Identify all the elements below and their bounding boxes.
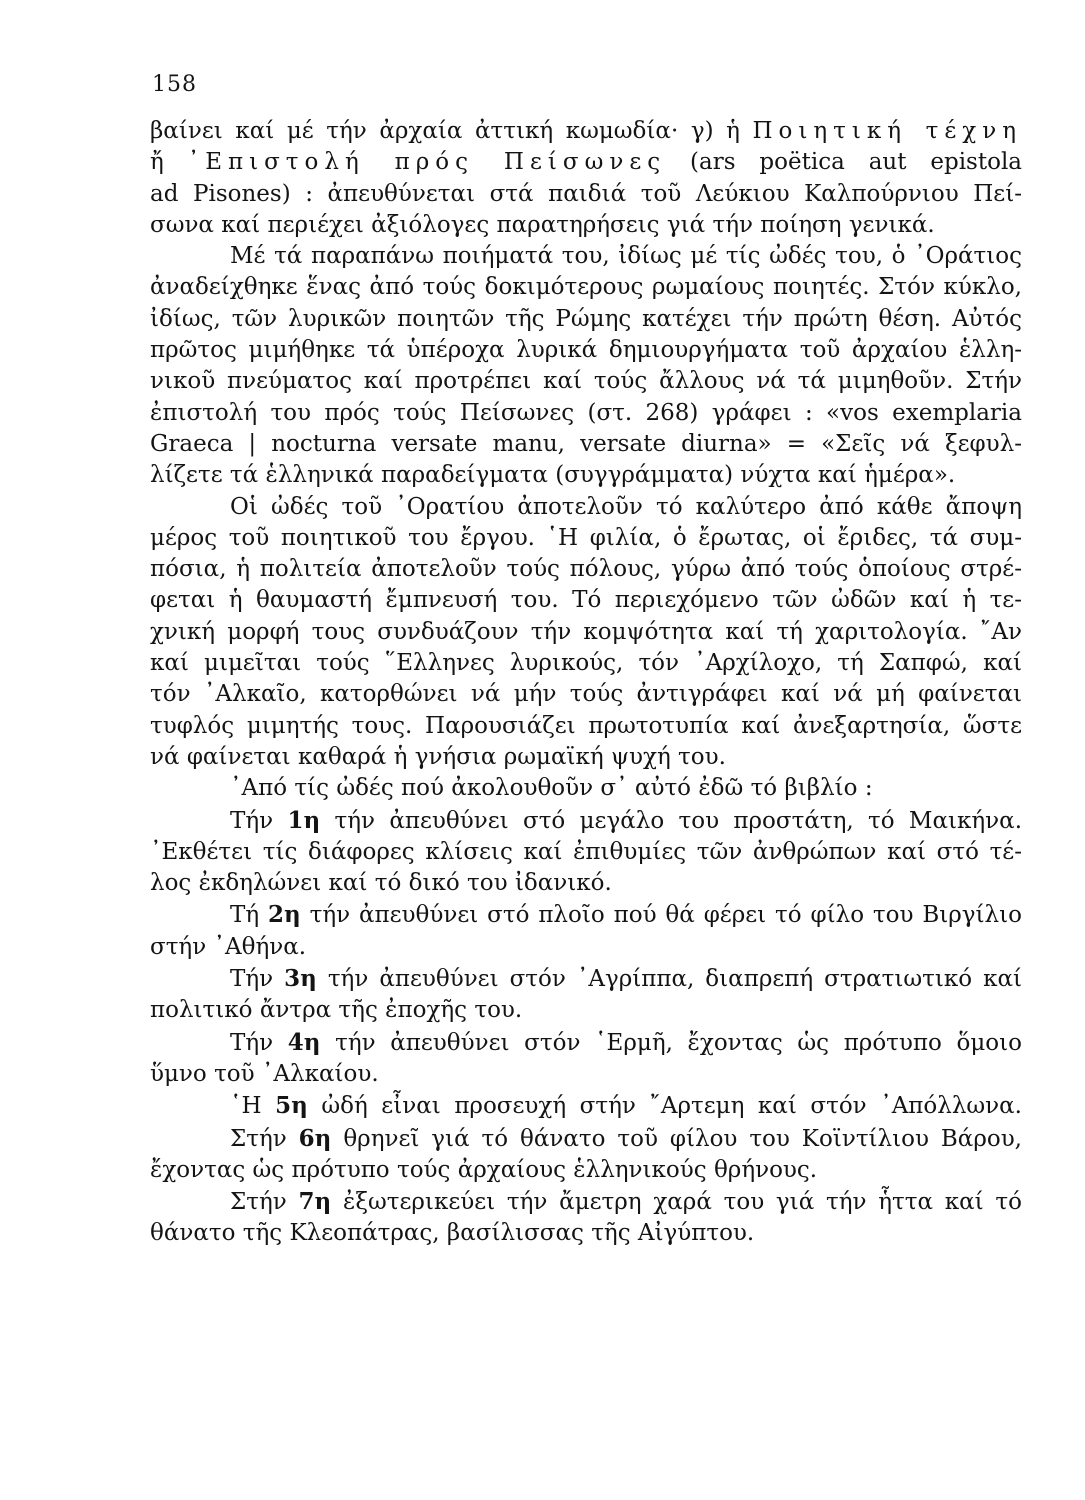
text-line: ᾿Εκθέτει τίς διάφορες κλίσεις καί ἐπιθυμίες τῶν ἀνθρώπων καί στό τέ- [150,838,1022,865]
text-line: θάνατο τῆς Κλεοπάτρας, βασίλισσας τῆς Αἰγύπτου. [150,1220,755,1247]
text-line: Στήν 7η ἐξωτερικεύει τήν ἄμετρη χαρά του γιά τήν ἧττα καί τό [230,1188,1022,1216]
ode-number: 5η [275,1092,308,1120]
text-line: πρῶτος μιμήθηκε τά ὑπέροχα λυρικά δημιουργήματα τοῦ ἀρχαίου ἑλλη- [150,337,1022,364]
text-line: ῾Η 5η ὠδή εἶναι προσευχή στήν ῎Αρτεμη καί στόν ᾿Απόλλωνα. [230,1092,1022,1120]
ode-number: 3η [284,965,317,993]
text-line: πολιτικό ἄντρα τῆς ἐποχῆς του. [150,997,523,1024]
text-line: τυφλός μιμητής τους. Παρουσιάζει πρωτοτυπία καί ἀνεξαρτησία, ὥστε [150,712,1022,739]
text-line: σωνα καί περιέχει ἀξιόλογες παρατηρήσεις γιά τήν ποίηση γενικά. [150,211,935,238]
text-line: καί μιμεῖται τούς ῞Ελληνες λυρικούς, τόν ᾿Αρχίλοχο, τή Σαπφώ, καί [150,650,1022,677]
text-line: ἐπιστολή του πρός τούς Πείσωνες (στ. 268) γράφει : «vos exemplaria [150,399,1022,426]
text-line: ὕμνο τοῦ ᾿Αλκαίου. [150,1060,379,1087]
ode-number: 7η [298,1188,332,1216]
text-line: μέρος τοῦ ποιητικοῦ του ἔργου. ῾Η φιλία, ὁ ἔρωτας, οἱ ἔριδες, τά συμ- [150,524,1022,551]
ode-number: 2η [268,901,301,929]
text-line: χνική μορφή τους συνδυάζουν τήν κομψότητα καί τή χαριτολογία. ῎Αν [150,618,1022,645]
ode-number: 6η [298,1124,332,1152]
text-line: Τήν 1η τήν ἀπευθύνει στό μεγάλο του προστάτη, τό Μαικήνα. [230,806,1022,834]
text-line: Μέ τά παραπάνω ποιήματά του, ἰδίως μέ τίς ὠδές του, ὁ ᾿Οράτιος [230,243,1022,270]
body-text [150,116,1022,1250]
text-line: βαίνει καί μέ τήν ἀρχαία ἀττική κωμωδία· γ) ἡ Ποιητική τέχνη [150,118,1022,144]
text-line: ad Pisones) : ἀπευθύνεται στά παιδιά τοῦ Λεύκιου Καλπούρνιου Πεί- [150,180,1022,207]
text-line: λος ἐκδηλώνει καί τό δικό του ἰδανικό. [150,870,612,897]
text-line: νικοῦ πνεύματος καί προτρέπει καί τούς ἄλλους νά τά μιμηθοῦν. Στήν [150,368,1022,395]
text-line: ἰδίως, τῶν λυρικῶν ποιητῶν τῆς Ρώμης κατέχει τήν πρώτη θέση. Αὐτός [150,305,1022,332]
text-line: πόσια, ἡ πολιτεία ἀποτελοῦν τούς πόλους, γύρω ἀπό τούς ὁποίους στρέ- [150,556,1022,583]
text-line: ἀναδείχθηκε ἕνας ἀπό τούς δοκιμότερους ρωμαίους ποιητές. Στόν κύκλο, [150,274,1022,301]
ode-number: 1η [287,806,321,834]
text-line: λίζετε τά ἑλληνικά παραδείγματα (συγγράμματα) νύχτα καί ἡμέρα». [150,462,956,489]
text-line: Οἱ ὠδές τοῦ ᾿Ορατίου ἀποτελοῦν τό καλύτερο ἀπό κάθε ἄποψη [230,493,1022,520]
text-line: φεται ἡ θαυμαστή ἔμπνευσή του. Τό περιεχόμενο τῶν ὠδῶν καί ἡ τε- [150,587,1022,614]
ode-number: 4η [287,1028,321,1056]
page-number: 158 [152,72,197,97]
text-line: ἤ ᾿Επιστολή πρός Πείσωνες (ars poëtica aut epistola [150,149,1022,176]
text-line: ᾿Από τίς ὠδές πού ἀκολουθοῦν σ᾿ αὐτό ἐδῶ τό βιβλίο : [230,775,873,802]
text-line: τόν ᾿Αλκαῖο, κατορθώνει νά μήν τούς ἀντιγράφει καί νά μή φαίνεται [150,681,1022,708]
text-line: ἔχοντας ὡς πρότυπο τούς ἀρχαίους ἑλληνικούς θρήνους. [150,1156,818,1183]
text-line: στήν ᾿Αθήνα. [150,933,307,960]
text-line: νά φαίνεται καθαρά ἡ γνήσια ρωμαϊκή ψυχή του. [150,743,726,770]
text-line: Τήν 3η τήν ἀπευθύνει στόν ᾿Αγρίππα, διαπρεπή στρατιωτικό καί [230,965,1022,993]
spaced-title: ᾿Επιστολή πρός Πείσωνες [187,149,667,176]
text-line: Στήν 6η θρηνεῖ γιά τό θάνατο τοῦ φίλου του Κοϊντίλιου Βάρου, [230,1124,1022,1152]
text-line: Τή 2η τήν ἀπευθύνει στό πλοῖο πού θά φέρει τό φίλο του Βιργίλιο [230,901,1022,929]
spaced-title: Ποιητική τέχνη [752,118,1022,144]
text-line: Τήν 4η τήν ἀπευθύνει στόν ῾Ερμῆ, ἔχοντας ὡς πρότυπο ὅμοιο [230,1028,1022,1056]
text-line: Graeca | nocturna versate manu, versate diurna» = «Σεῖς νά ξεφυλ- [150,430,1022,457]
